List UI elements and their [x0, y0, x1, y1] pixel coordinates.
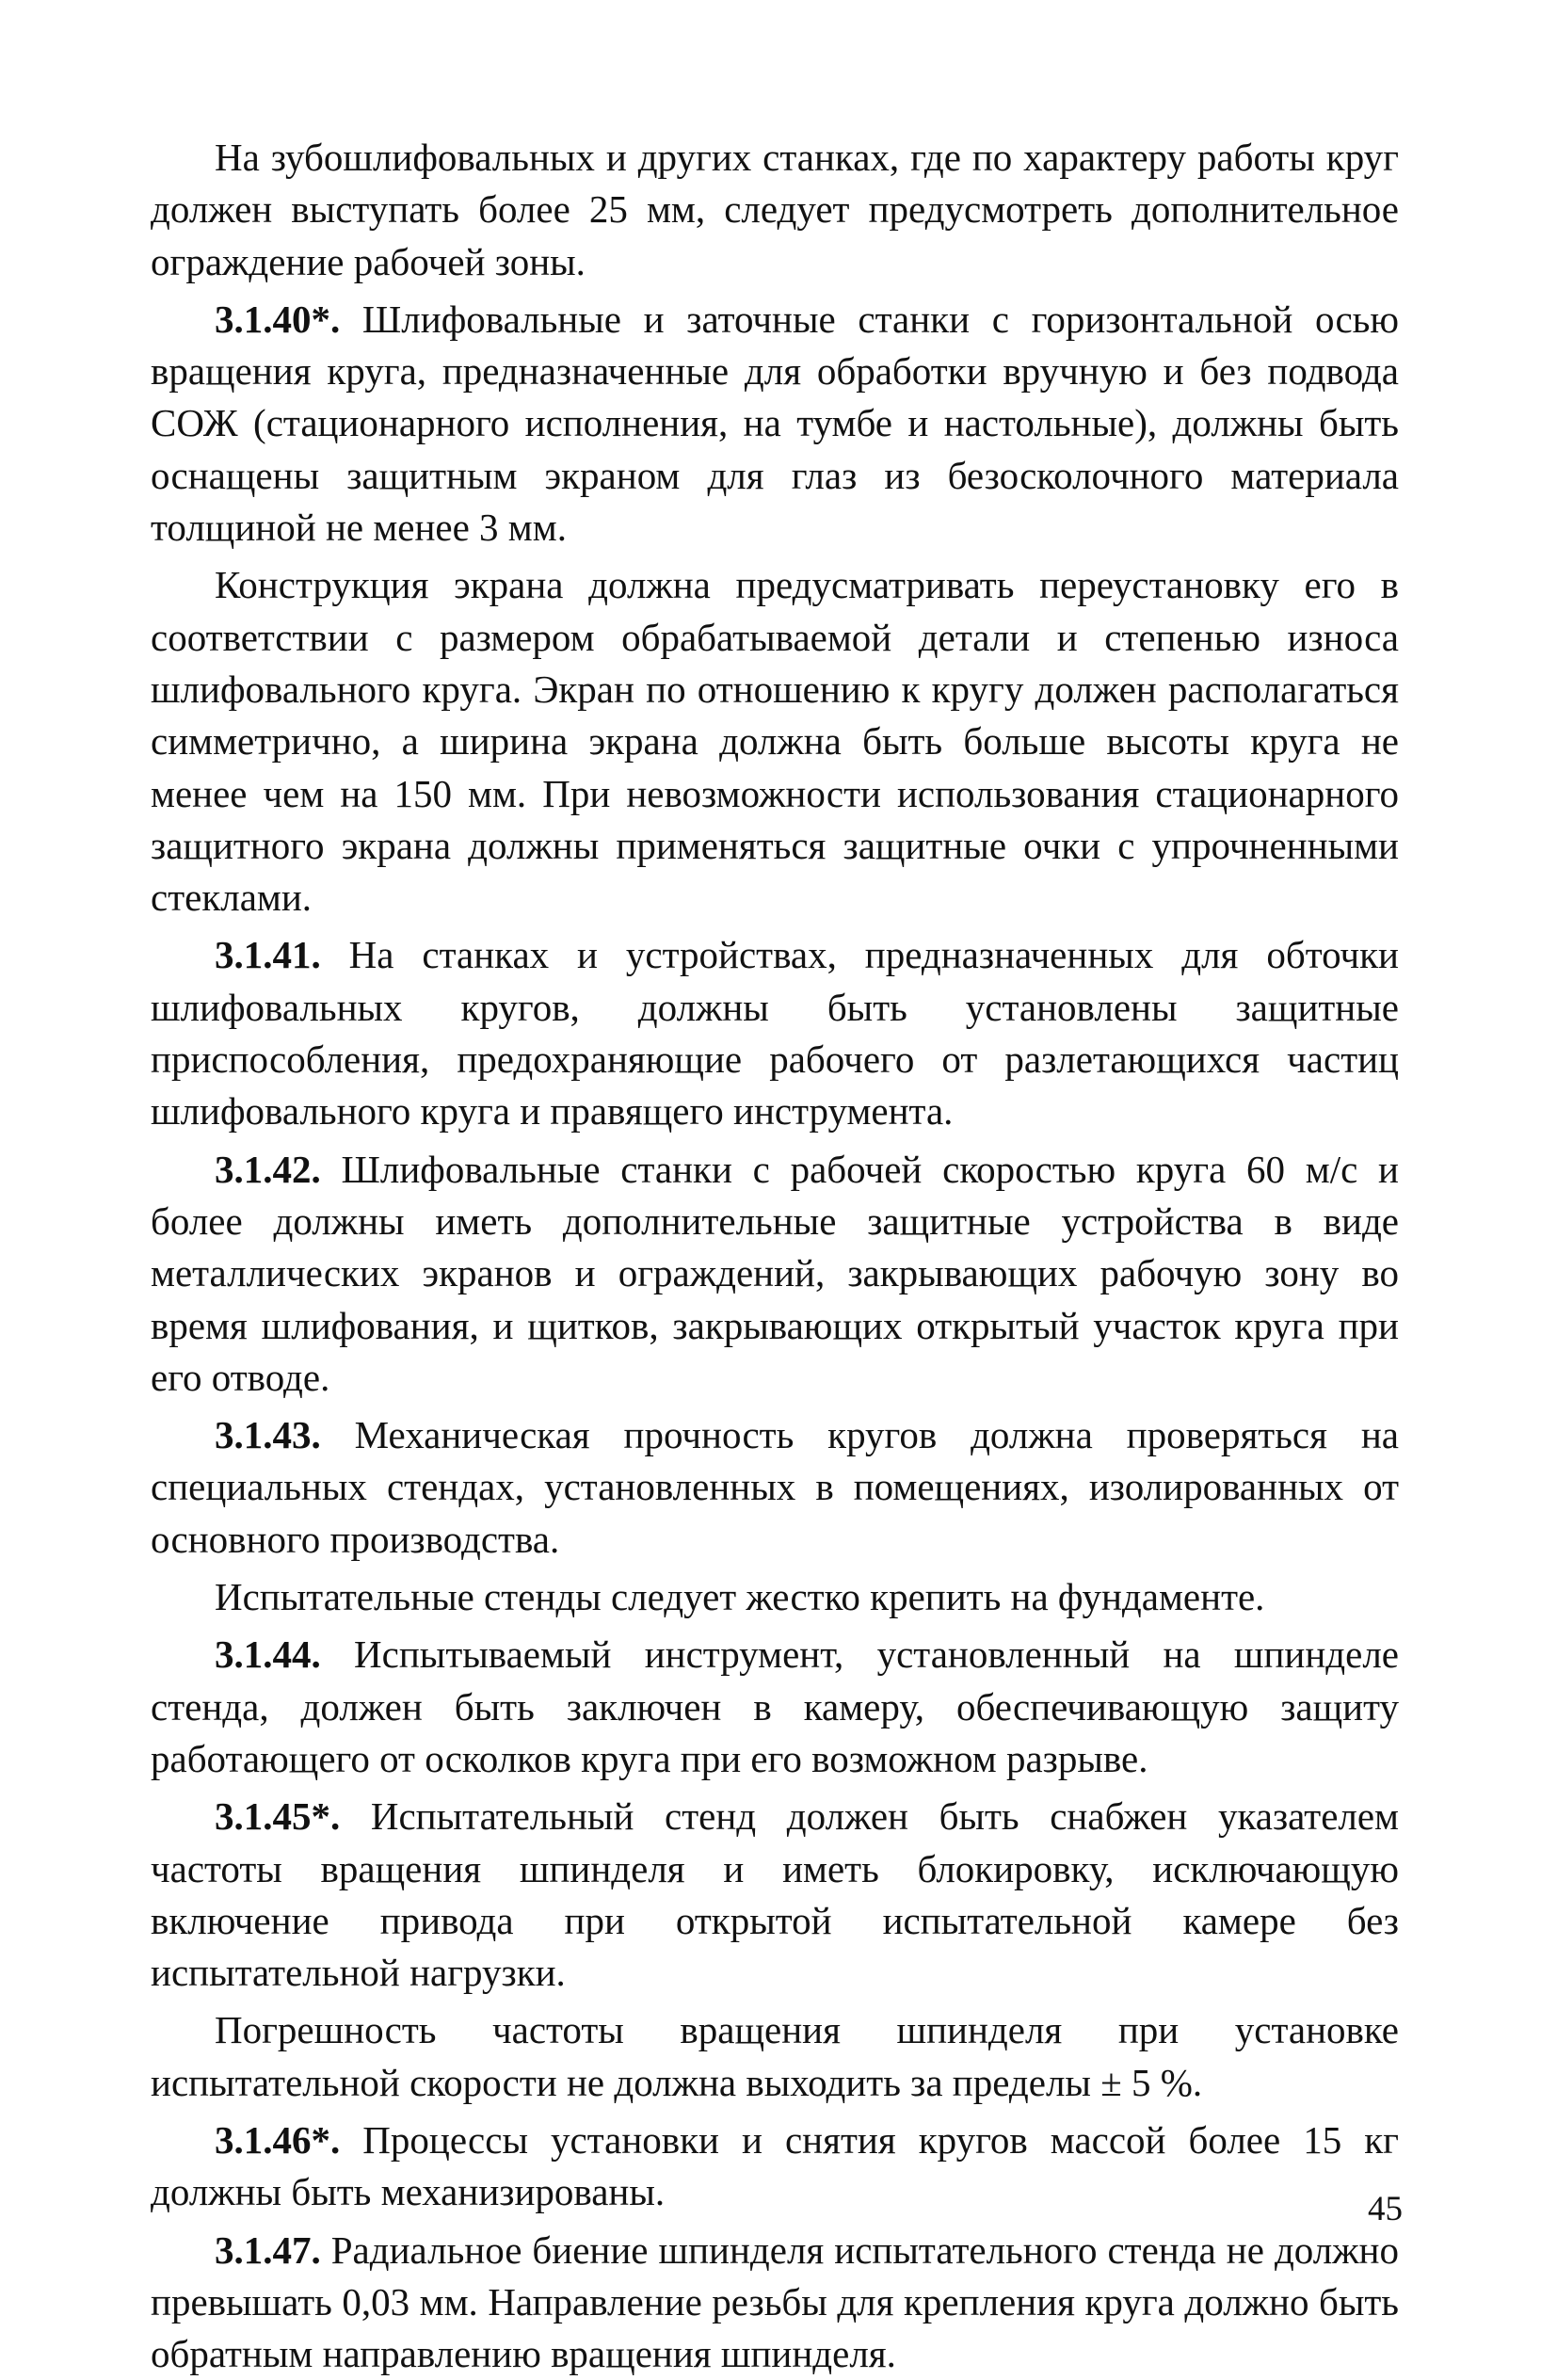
paragraph	[151, 1144, 1399, 1404]
paragraph	[151, 929, 1399, 1137]
body-text	[151, 132, 1399, 2380]
clause-number: 3.1.41.	[215, 933, 321, 977]
clause-number: 3.1.42.	[215, 1147, 321, 1191]
paragraph-text: Испытательный стенд должен быть снабжен указателем частоты вращения шпинделя и иметь блокировку, исключающую включение привода при открытой испытательной камере без испытательной нагрузки.	[151, 1794, 1399, 1995]
clause-number: 3.1.43.	[215, 1413, 321, 1457]
paragraph-text: Испытываемый инструмент, установленный на шпинделе стенда, должен быть заключен в камеру, обеспечивающую защиту работающего от осколков круга при его возможном разрыве.	[151, 1632, 1399, 1780]
paragraph	[151, 1409, 1399, 1566]
clause-number: 3.1.40*.	[215, 297, 341, 341]
paragraph-text: На станках и устройствах, предназначенных для обточки шлифовальных кругов, должны быть установлены защитные приспособления, предохраняющие рабочего от разлетающихся частиц шлифовального круга и правящего инструмента.	[151, 933, 1399, 1134]
clause-number: 3.1.44.	[215, 1632, 321, 1677]
clause-number: 3.1.47.	[215, 2227, 321, 2272]
paragraph	[151, 1571, 1399, 1623]
paragraph-text: Погрешность частоты вращения шпинделя при установке испытательной скорости не должна выходить за пределы ± 5 %.	[151, 2008, 1399, 2104]
paragraph-text: Радиальное биение шпинделя испытательного стенда не должно превышать 0,03 мм. Направление резьбы для крепления круга должно быть обратным направлению вращения шпинделя.	[151, 2227, 1399, 2376]
paragraph	[151, 2115, 1399, 2219]
paragraph	[151, 2004, 1399, 2109]
paragraph	[151, 1629, 1399, 1785]
paragraph-text: Испытательные стенды следует жестко крепить на фундаменте.	[215, 1575, 1265, 1619]
clause-number: 3.1.46*.	[215, 2117, 341, 2162]
paragraph-text: Шлифовальные и заточные станки с горизонтальной осью вращения круга, предназначенные для обработки вручную и без подвода СОЖ (стационарного исполнения, на тумбе и настольные), должны быть оснащены защитным экраном для глаз из безосколочного материала толщиной не менее 3 мм.	[151, 297, 1399, 550]
paragraph	[151, 132, 1399, 288]
paragraph-text: На зубошлифовальных и других станках, где по характеру работы круг должен выступать более 25 мм, следует предусмотреть дополнительное ограждение рабочей зоны.	[151, 136, 1399, 283]
paragraph-text: Механическая прочность кругов должна проверяться на специальных стендах, установленных в помещениях, изолированных от основного производства.	[151, 1413, 1399, 1561]
paragraph	[151, 1791, 1399, 1999]
paragraph	[151, 559, 1399, 924]
clause-number: 3.1.45*.	[215, 1794, 341, 1839]
page-number: 45	[1368, 2190, 1403, 2228]
paragraph-text: Процессы установки и снятия кругов массой более 15 кг должны быть механизированы.	[151, 2117, 1399, 2214]
paragraph-text: Шлифовальные станки с рабочей скоростью круга 60 м/с и более должны иметь дополнительные защитные устройства в виде металлических экранов и ограждений, закрывающих рабочую зону во время шлифования, и щитков, закрывающих открытый участок круга при его отводе.	[151, 1147, 1399, 1399]
paragraph	[151, 2225, 1399, 2380]
paragraph	[151, 294, 1399, 554]
paragraph-text: Конструкция экрана должна предусматривать переустановку его в соответствии с размером обрабатываемой детали и степенью износа шлифовального круга. Экран по отношению к кругу должен располагаться симметрично, а ширина экрана должна быть больше высоты круга не менее чем на 150 мм. При невозможности использования стационарного защитного экрана должны применяться защитные очки с упрочненными стеклами.	[151, 563, 1399, 920]
